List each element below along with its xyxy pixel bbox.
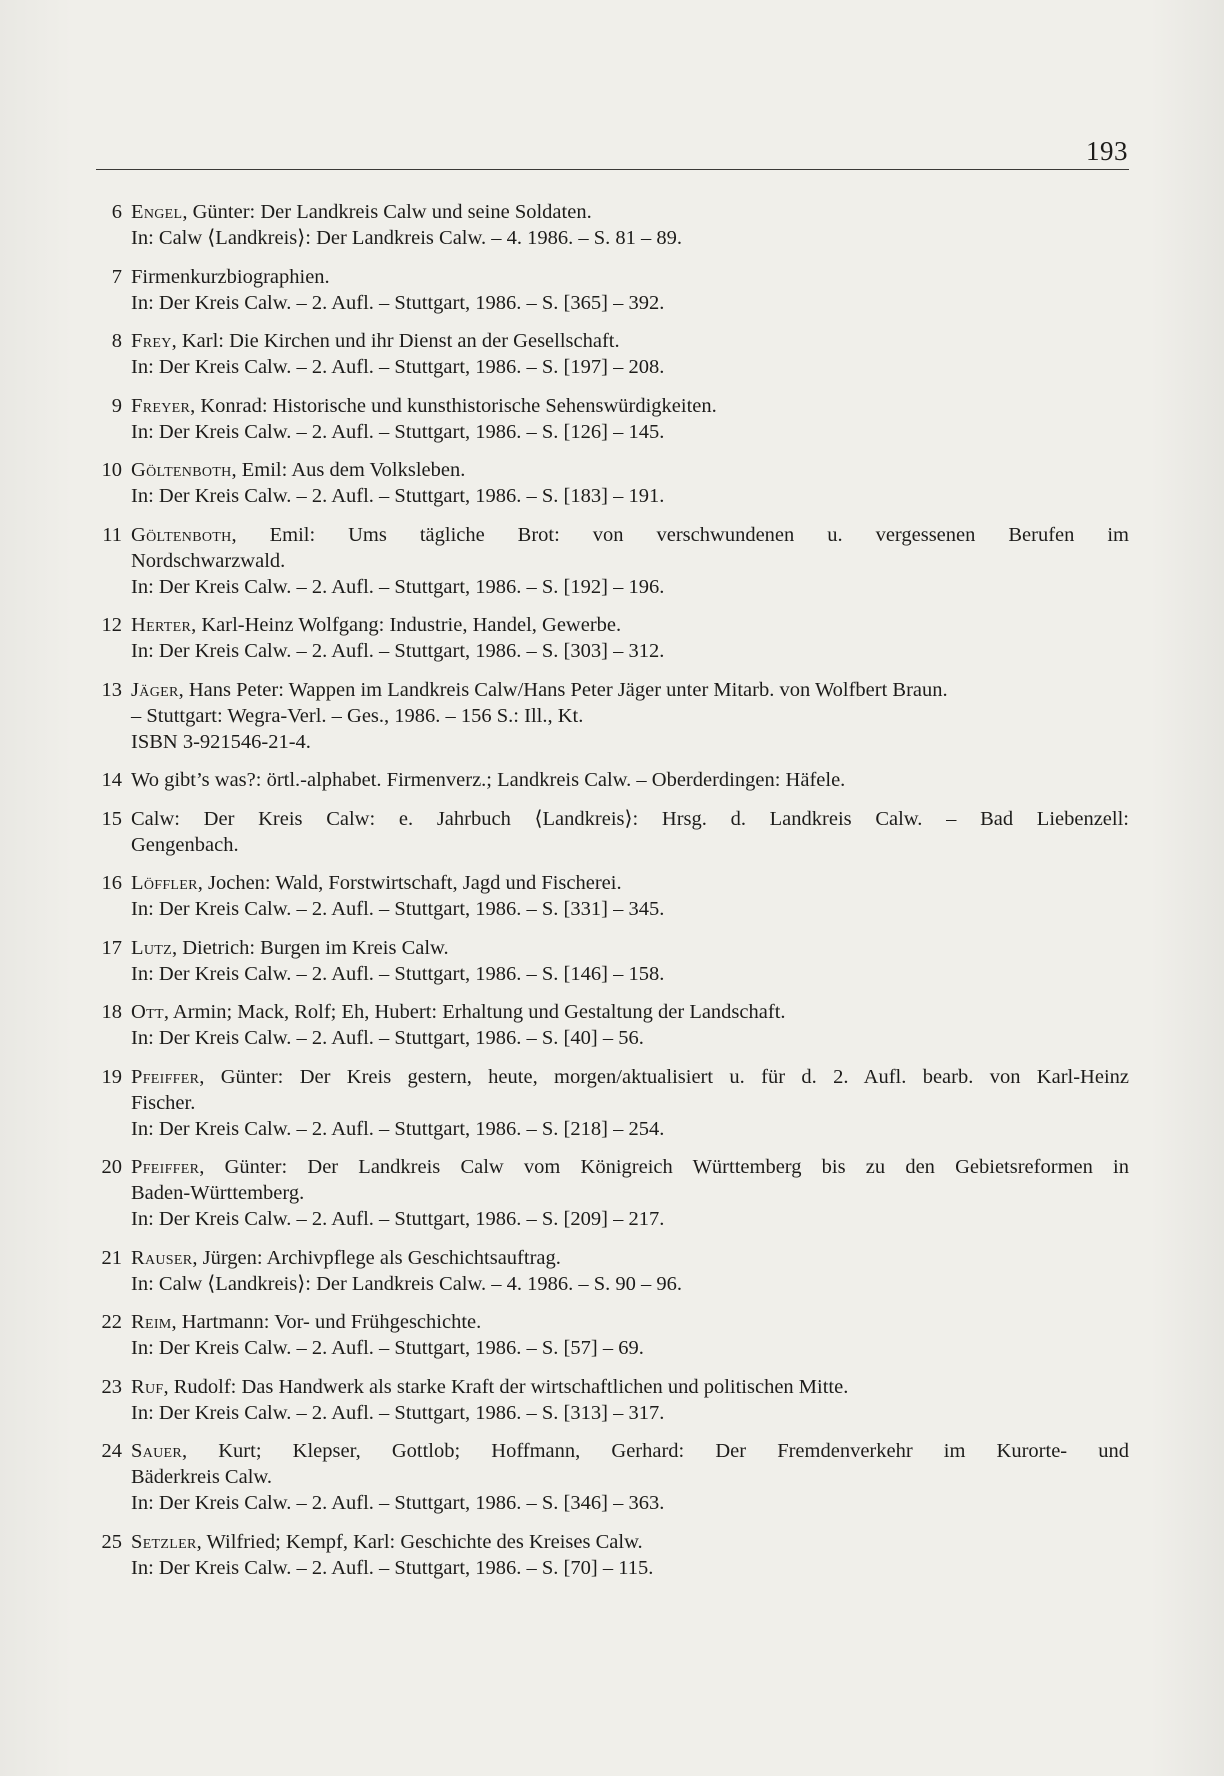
entry-title: Firmenkurzbiographien. (131, 265, 330, 288)
entry-number: 23 (101, 1375, 122, 1398)
entry-source-line: In: Der Kreis Calw. – 2. Aufl. – Stuttgart, 1986. – S. [331] – 345. (131, 898, 665, 920)
entry-source-line: Bäderkreis Calw. (131, 1466, 272, 1488)
entry-number: 20 (101, 1156, 122, 1178)
entry-number: 9 (111, 394, 122, 417)
entry-title: , Günter: Der Landkreis Calw und seine Soldaten. (182, 201, 592, 223)
entry-source-line: In: Der Kreis Calw. – 2. Aufl. – Stuttgart, 1986. – S. [146] – 158. (131, 962, 665, 985)
entry-title: Calw: Der Kreis Calw: e. Jahrbuch ⟨Landkreis⟩: Hrsg. d. Landkreis Calw. – Bad Liebenzell: (131, 807, 1129, 830)
entry-author: Freyer (131, 394, 191, 417)
entry-first-line (131, 1529, 1129, 1555)
bibliography-entry (96, 457, 1129, 509)
entry-source-line: In: Der Kreis Calw. – 2. Aufl. – Stuttgart, 1986. – S. [126] – 145. (131, 420, 665, 443)
entry-author: Herter (131, 614, 192, 636)
bibliography-entry (96, 935, 1129, 987)
entry-number: 17 (101, 936, 122, 959)
entry-source-line: In: Der Kreis Calw. – 2. Aufl. – Stuttgart, 1986. – S. [57] – 69. (131, 1337, 644, 1359)
entry-number: 12 (101, 614, 122, 636)
entry-author: Lutz (131, 936, 172, 959)
bibliography-entry (96, 806, 1129, 858)
entry-title: , Günter: Der Landkreis Calw vom Königreich Württemberg bis zu den Gebietsreformen in (199, 1156, 1129, 1178)
entry-number: 15 (101, 807, 122, 830)
entry-first-line (131, 999, 1129, 1025)
entry-title: , Dietrich: Burgen im Kreis Calw. (171, 936, 449, 959)
entry-first-line (131, 767, 1129, 793)
entry-first-line (131, 1064, 1129, 1090)
bibliography-entry (96, 677, 1129, 755)
entry-number: 21 (101, 1246, 122, 1269)
entry-first-line (131, 1374, 1129, 1400)
entry-author: Frey (131, 330, 172, 352)
entry-first-line (131, 393, 1129, 419)
header-rule (96, 169, 1129, 170)
entry-title: Wo gibt’s was?: örtl.-alphabet. Firmenverz.; Landkreis Calw. – Oberderdingen: Häfele. (131, 769, 846, 791)
entry-number: 22 (101, 1311, 122, 1333)
entry-author: Engel (131, 201, 183, 223)
entry-author: Sauer (131, 1440, 183, 1462)
entry-first-line (131, 1154, 1129, 1180)
entry-number: 7 (111, 265, 122, 288)
bibliography-entry (96, 767, 1129, 793)
page-number: 193 (1086, 136, 1128, 166)
entry-source-line: Gengenbach. (131, 833, 239, 856)
entry-number: 14 (101, 769, 122, 791)
entry-source-line: Nordschwarzwald. (131, 549, 286, 572)
entry-first-line (131, 264, 1129, 290)
entry-first-line (131, 457, 1129, 483)
entry-author: Rauser (131, 1246, 193, 1269)
entry-number: 8 (111, 330, 122, 352)
entry-author: Pfeiffer (131, 1156, 200, 1178)
entry-source-line: In: Der Kreis Calw. – 2. Aufl. – Stuttgart, 1986. – S. [40] – 56. (131, 1027, 644, 1049)
bibliography-entry (96, 1309, 1129, 1361)
bibliography-entry (96, 264, 1129, 316)
entry-first-line (131, 1245, 1129, 1271)
entry-source-line: In: Der Kreis Calw. – 2. Aufl. – Stuttgart, 1986. – S. [303] – 312. (131, 640, 665, 662)
entry-title: , Kurt; Klepser, Gottlob; Hoffmann, Gerhard: Der Fremdenverkehr im Kurorte- und (182, 1440, 1129, 1462)
bibliography-entry (96, 870, 1129, 922)
bibliography-entry (96, 1529, 1129, 1581)
entry-title: , Armin; Mack, Rolf; Eh, Hubert: Erhaltung und Gestaltung der Landschaft. (163, 1001, 786, 1023)
bibliography-entry (96, 199, 1129, 251)
entry-author: Göltenboth (131, 523, 232, 546)
entry-source-line: In: Der Kreis Calw. – 2. Aufl. – Stuttgart, 1986. – S. [346] – 363. (131, 1492, 665, 1514)
entry-number: 18 (101, 1001, 122, 1023)
entry-source-line: Fischer. (131, 1091, 196, 1114)
entry-first-line (131, 806, 1129, 832)
entry-source-line: In: Der Kreis Calw. – 2. Aufl. – Stuttgart, 1986. – S. [313] – 317. (131, 1401, 665, 1424)
entry-first-line (131, 1309, 1129, 1335)
entry-number: 11 (102, 523, 122, 546)
entry-title: , Konrad: Historische und kunsthistorische Sehenswürdigkeiten. (190, 394, 717, 417)
entry-source-line: In: Der Kreis Calw. – 2. Aufl. – Stuttgart, 1986. – S. [209] – 217. (131, 1208, 665, 1230)
bibliography-entry (96, 612, 1129, 664)
bibliography-entry (96, 1245, 1129, 1297)
entry-number: 16 (101, 872, 122, 894)
bibliography-entry (96, 328, 1129, 380)
bibliography-list (96, 199, 1129, 1593)
entry-title: , Wilfried; Kempf, Karl: Geschichte des Kreises Calw. (196, 1530, 643, 1553)
entry-title: , Rudolf: Das Handwerk als starke Kraft der wirtschaftlichen und politischen Mitte. (163, 1375, 849, 1398)
entry-source-line: In: Der Kreis Calw. – 2. Aufl. – Stuttgart, 1986. – S. [218] – 254. (131, 1117, 665, 1140)
entry-first-line (131, 677, 1129, 703)
entry-first-line (131, 328, 1129, 354)
entry-source-line: In: Calw ⟨Landkreis⟩: Der Landkreis Calw. – 4. 1986. – S. 90 – 96. (131, 1272, 682, 1295)
entry-first-line (131, 522, 1129, 548)
bibliography-entry (96, 1154, 1129, 1232)
entry-title: , Jürgen: Archivpflege als Geschichtsauftrag. (192, 1246, 561, 1269)
entry-number: 25 (101, 1530, 122, 1553)
entry-source-line: Baden-Württemberg. (131, 1182, 305, 1204)
entry-author: Ruf (131, 1375, 164, 1398)
bibliography-entry (96, 522, 1129, 600)
bibliography-entry (96, 393, 1129, 445)
entry-title: , Jochen: Wald, Forstwirtschaft, Jagd und Fischerei. (197, 872, 622, 894)
bibliography-entry (96, 1438, 1129, 1516)
entry-source-line: In: Der Kreis Calw. – 2. Aufl. – Stuttgart, 1986. – S. [192] – 196. (131, 575, 665, 598)
entry-author: Reim (131, 1311, 172, 1333)
entry-title: , Günter: Der Kreis gestern, heute, morgen/aktualisiert u. für d. 2. Aufl. bearb. von Karl-Heinz (199, 1065, 1129, 1088)
entry-first-line (131, 870, 1129, 896)
entry-title: , Emil: Aus dem Volksleben. (231, 459, 466, 481)
entry-number: 19 (101, 1065, 122, 1088)
entry-author: Löffler (131, 872, 198, 894)
entry-author: Setzler (131, 1530, 197, 1553)
bibliography-entry (96, 999, 1129, 1051)
entry-source-line: In: Calw ⟨Landkreis⟩: Der Landkreis Calw. – 4. 1986. – S. 81 – 89. (131, 227, 682, 249)
entry-first-line (131, 612, 1129, 638)
entry-first-line (131, 935, 1129, 961)
entry-number: 10 (101, 459, 122, 481)
entry-source-line: In: Der Kreis Calw. – 2. Aufl. – Stuttgart, 1986. – S. [70] – 115. (131, 1556, 654, 1579)
bibliography-entry (96, 1374, 1129, 1426)
entry-author: Göltenboth (131, 459, 232, 481)
entry-number: 6 (111, 201, 122, 223)
entry-first-line (131, 1438, 1129, 1464)
entry-title: , Emil: Ums tägliche Brot: von verschwundenen u. vergessenen Berufen im (231, 523, 1129, 546)
entry-author: Ott (131, 1001, 164, 1023)
entry-source-line: In: Der Kreis Calw. – 2. Aufl. – Stuttgart, 1986. – S. [197] – 208. (131, 356, 665, 378)
bibliography-entry (96, 1064, 1129, 1142)
entry-source-line: In: Der Kreis Calw. – 2. Aufl. – Stuttgart, 1986. – S. [365] – 392. (131, 291, 665, 314)
entry-number: 13 (101, 678, 122, 701)
entry-source-line: – Stuttgart: Wegra-Verl. – Ges., 1986. – 156 S.: Ill., Kt. (131, 704, 584, 727)
entry-author: Jäger (131, 678, 179, 701)
entry-title: , Hartmann: Vor- und Frühgeschichte. (171, 1311, 482, 1333)
entry-title: , Hans Peter: Wappen im Landkreis Calw/Hans Peter Jäger unter Mitarb. von Wolfbert Braun. (178, 678, 948, 701)
entry-number: 24 (101, 1440, 122, 1462)
entry-first-line (131, 199, 1129, 225)
entry-title: , Karl-Heinz Wolfgang: Industrie, Handel, Gewerbe. (191, 614, 622, 636)
entry-source-line: In: Der Kreis Calw. – 2. Aufl. – Stuttgart, 1986. – S. [183] – 191. (131, 485, 665, 507)
entry-author: Pfeiffer (131, 1065, 200, 1088)
entry-source-line: ISBN 3-921546-21-4. (131, 730, 311, 753)
entry-title: , Karl: Die Kirchen und ihr Dienst an der Gesellschaft. (171, 330, 620, 352)
